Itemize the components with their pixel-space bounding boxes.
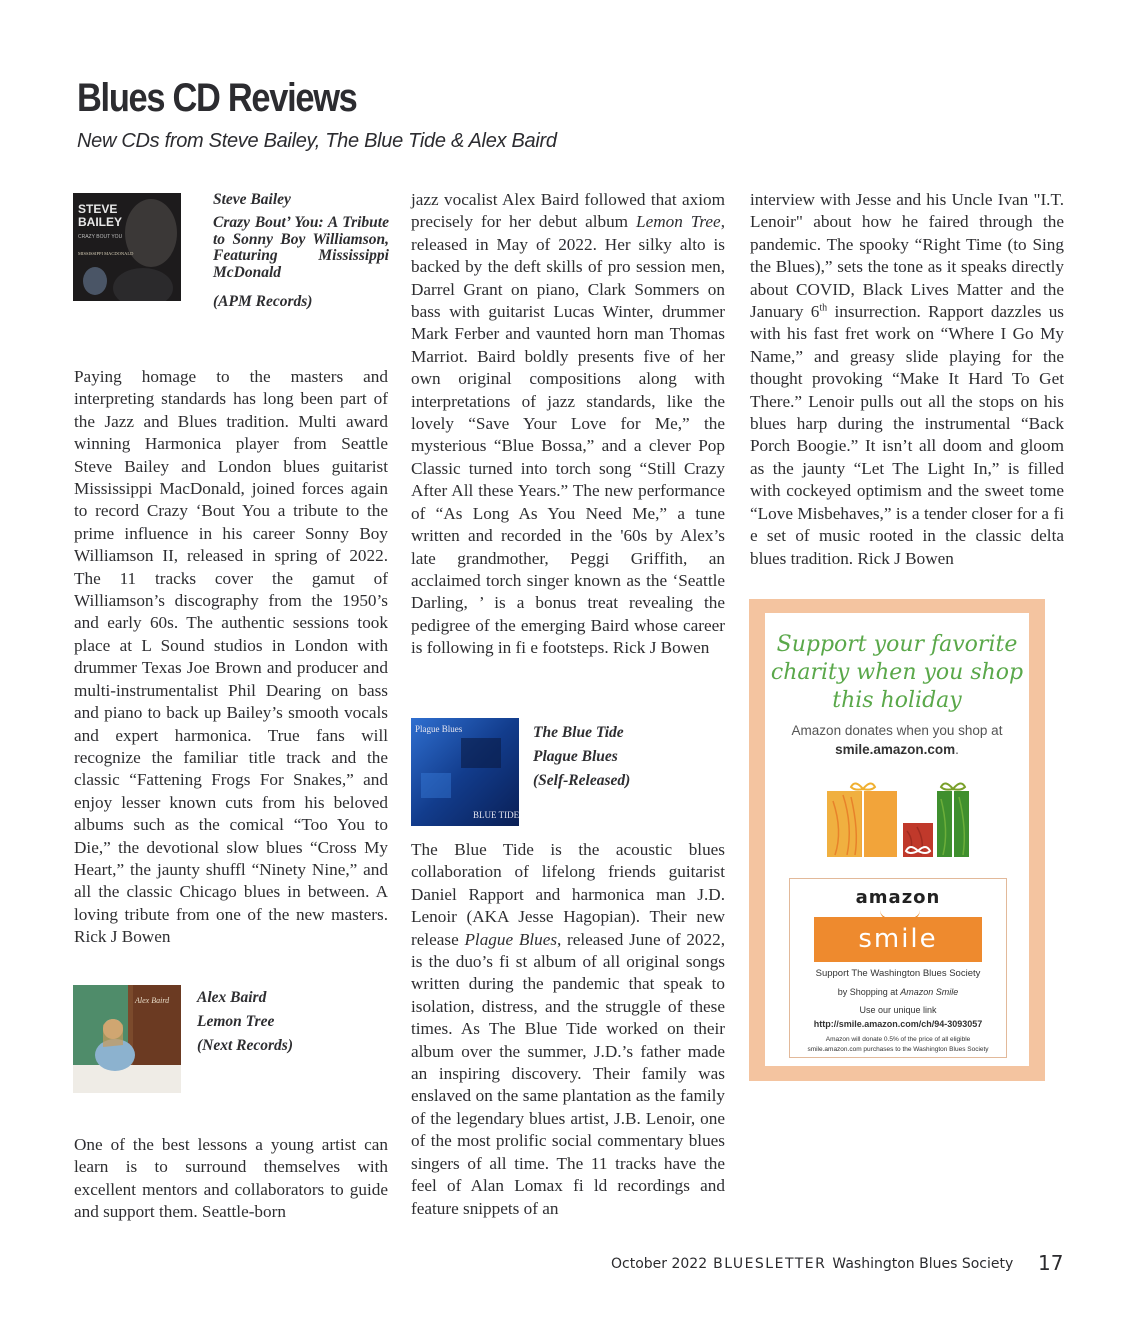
review-text-segment: , released in May of 2022. Her silky alto is backed by the deft skills of pro session men, Darrel Grant on piano, Clark Sommers on bass with guitarist Lucas Winter, drummer Mark Ferber and vaunted horn man Thomas Marriot. Baird boldly presents five of her own original compositions along with interpretations of jazz standards, like the lovely “Save Your Love for Me,” the mysterious “Blue Bossa,” and a clever Pop Classic turned into torch song “Still Crazy After All these Years.” The new performance of “As Long As You Need Me,” a tune written and recorded in the '60s by Alex’s late grandmother, Peggi Griffith, an acclaimed torch singer known as the ‘Seattle Darling, ’ is a bonus treat revealing the pedigree of the emerging Baird whose career is following in fi e footsteps. Rick J Bowen xyxy=(411,212,725,658)
footer-organization: Washington Blues Society xyxy=(832,1256,1014,1272)
review-text xyxy=(750,189,1064,570)
review-body-blue-tide-part1 xyxy=(411,839,725,1220)
smile-logo-text: smile xyxy=(814,917,982,962)
ad-fineprint-1: Amazon will donate 0.5% of the price of all eligible xyxy=(825,1036,971,1043)
review-artist: Alex Baird xyxy=(197,989,267,1006)
cover-text: STEVE xyxy=(78,202,118,216)
review-album: Crazy Bout’ You: A Tribute to Sonny Boy Williamson, Featuring Mississippi McDonald xyxy=(213,214,389,281)
cover-text: CRAZY BOUT YOU xyxy=(78,234,123,240)
review-text-segment: insurrection. Rapport dazzles us with his fast fret work on “Where I Go My Name,” and greasy slide playing for the thought provoking “Make It Hard To Get There.” Lenoir pulls out all the stops on his blues harp during the instrumental “Back Porch Boogie.” It isn’t all doom and gloom as the jaunty “Let The Light In,” is filled with cockeyed optimism and the sweet tome “Love Misbehaves,” is a tender closer for a fi e set of music rooted in the classic delta blues tradition. Rick J Bowen xyxy=(750,302,1064,568)
album-title-inline: Plague Blues xyxy=(464,929,558,949)
amazon-logo-text: amazon xyxy=(855,887,941,908)
cover-text: BLUE TIDE xyxy=(473,810,519,820)
ad-line-segment: by Shopping at xyxy=(837,987,901,997)
review-text-segment: interview with Jesse and his Uncle Ivan "I.T. Lenoir" about how he faired through the pandemic. The spooky “Right Time (to Sing the Blues),” sets the tone as it speaks directly about COVID, Black Lives Matter and the January 6 xyxy=(750,190,1064,322)
ad-line-shopping xyxy=(790,987,1006,997)
review-text xyxy=(411,189,725,660)
ordinal-suffix: th xyxy=(819,302,828,314)
review-info-alex-baird xyxy=(197,986,293,1058)
review-info-steve-bailey xyxy=(213,191,389,311)
ad-subtext-segment: . xyxy=(955,742,959,757)
review-body-alex-baird-part1 xyxy=(74,1134,388,1224)
footer-publication: BLUESLETTER xyxy=(713,1256,827,1272)
review-album: Lemon Tree xyxy=(197,1013,275,1030)
cover-text: Alex Baird xyxy=(135,996,170,1005)
ad-line-unique: Use our unique link xyxy=(859,1005,937,1015)
review-text: One of the best lessons a young artist can learn is to surround themselves with excellent mentors and collaborators to guide and support them. Seattle-born xyxy=(74,1135,388,1222)
ad-subtext-segment: Amazon donates when you shop at xyxy=(791,723,1003,738)
review-text: Paying homage to the masters and interpreting standards has long been part of the Jazz and Blues tradition. Multi award winning Harmonica player from Seattle Steve Bailey and London blues guitarist Mississippi MacDonald, joined forces again to record Crazy ‘Bout You a tribute to the prime influence in his career Sonny Boy Williamson II, released in spring of 2022. The 11 tracks cover the gamut of Williamson’s discography from the 1950’s and early 60s. The authentic sessions took place at L Sound studios in London with drummer Texas Joe Brown and producer and multi-instrumentalist Phil Dearing on bass and piano to back up Bailey’s smooth vocals and expert harmonica. True fans will recognize the familiar title track and the classic “Fattening Frogs For Snakes,” and enjoy lesser known cuts from his beloved albums such as the comical “Too You to Die,” the devotional slow blues “Cross My Heart,” the jaunty shuffl “Ninety Nine,” and all the classic Chicago blues in between. A loving tribute from one of the new masters. Rick J Bowen xyxy=(74,367,388,947)
gift-boxes-icon xyxy=(823,771,973,861)
ad-line-support: Support The Washington Blues Society xyxy=(815,968,981,979)
ad-subtext xyxy=(765,721,1029,759)
review-text xyxy=(411,839,725,1220)
cover-text: MISSISSIPPI MACDONALD xyxy=(78,251,134,256)
footer-date: October 2022 xyxy=(611,1256,708,1272)
ad-headline: Support your favorite charity when you shop this holiday xyxy=(770,632,1024,713)
ad-line-segment: Amazon Smile xyxy=(900,987,959,997)
amazon-smile-box xyxy=(789,878,1007,1058)
album-title-inline: Lemon Tree xyxy=(636,212,721,232)
review-label: (Next Records) xyxy=(197,1037,293,1054)
cover-text: BAILEY xyxy=(78,215,123,229)
cover-text: Plague Blues xyxy=(415,724,463,734)
ad-fineprint-2: smile.amazon.com purchases to the Washington Blues Society xyxy=(807,1046,989,1053)
review-body-alex-baird-part2 xyxy=(411,189,725,660)
review-text-segment: The Blue Tide is the acoustic blues collaboration of lifelong friends guitarist Daniel Rapport and harmonica man J.D. Lenoir (AKA Jesse Hagopian). Their new release xyxy=(411,840,725,949)
review-text-segment: jazz vocalist Alex Baird followed that axiom precisely for her debut album xyxy=(411,190,725,232)
page-footer xyxy=(611,1256,1013,1272)
review-text-segment: , released June of 2022, is the duo’s fi st album of all original songs written during the pandemic that speak to isolation, distress, and the struggle of these times. As The Blue Tide worked on their album over the summer, J.D.’s father made an inspiring discovery. Their family was enslaved on the same plantation as the family of the legendary blues artist, J.B. Lenoir, one of the most prolific social commentary blues singers of all time. The 11 tracks have the feel of Alan Lomax fi ld recordings and feature snippets of an xyxy=(411,929,726,1218)
page-subtitle: New CDs from Steve Bailey, The Blue Tide & Alex Baird xyxy=(77,130,557,152)
review-info-blue-tide xyxy=(533,721,630,793)
review-body-steve-bailey xyxy=(74,366,388,949)
review-label: (Self-Released) xyxy=(533,772,631,789)
charity-link[interactable]: http://smile.amazon.com/ch/94-3093057 xyxy=(813,1019,983,1029)
ad-subtext-link: smile.amazon.com xyxy=(835,742,956,757)
review-album: Plague Blues xyxy=(533,748,618,765)
review-label: (APM Records) xyxy=(213,293,313,310)
page-title: Blues CD Reviews xyxy=(77,76,357,120)
review-body-blue-tide-part2 xyxy=(750,189,1064,570)
album-cover-steve-bailey xyxy=(73,193,181,301)
amazon-smile-ad[interactable] xyxy=(749,599,1045,1081)
review-artist: The Blue Tide xyxy=(533,724,624,741)
page-number: 17 xyxy=(1038,1251,1064,1275)
review-artist: Steve Bailey xyxy=(213,191,291,208)
ad-panel xyxy=(765,613,1029,1066)
album-cover-blue-tide xyxy=(411,718,519,826)
album-cover-alex-baird xyxy=(73,985,181,1093)
